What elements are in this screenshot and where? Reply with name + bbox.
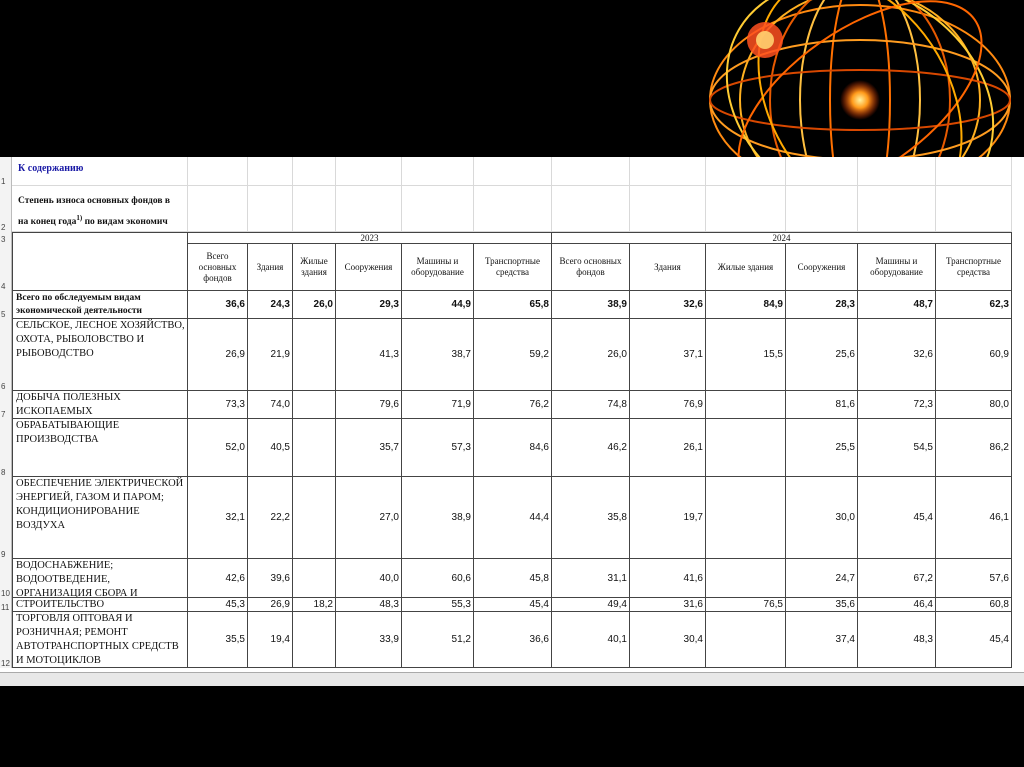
row-number: 2 [1, 223, 6, 232]
row-header[interactable] [0, 244, 12, 291]
data-cell[interactable]: 59,2 [474, 319, 552, 391]
data-cell[interactable]: 65,8 [474, 291, 552, 319]
data-cell[interactable]: 29,3 [336, 291, 402, 319]
column-header[interactable]: Транспортные средства [936, 244, 1012, 291]
data-cell[interactable]: 39,6 [248, 559, 293, 598]
data-cell[interactable]: 48,3 [858, 612, 936, 668]
row-label[interactable]: ОБЕСПЕЧЕНИЕ ЭЛЕКТРИЧЕСКОЙ ЭНЕРГИЕЙ, ГАЗОМ И ПАРОМ; КОНДИЦИОНИРОВАНИЕ ВОЗДУХА [12, 477, 188, 559]
data-cell[interactable]: 36,6 [474, 612, 552, 668]
grid-cell[interactable] [474, 186, 552, 232]
data-cell[interactable]: 67,2 [858, 559, 936, 598]
data-cell[interactable]: 57,6 [936, 559, 1012, 598]
data-cell[interactable]: 55,3 [402, 598, 474, 612]
data-cell[interactable]: 25,5 [786, 419, 858, 477]
grid-cell[interactable] [402, 186, 474, 232]
column-header[interactable]: Здания [630, 244, 706, 291]
decorative-sphere-graphic [700, 0, 1024, 160]
grid-cell[interactable] [474, 157, 552, 186]
data-cell[interactable]: 27,0 [336, 477, 402, 559]
row-header[interactable] [0, 598, 12, 612]
row-header[interactable] [0, 157, 12, 186]
column-header[interactable]: Жилые здания [706, 244, 786, 291]
spreadsheet [0, 157, 1024, 685]
data-cell[interactable]: 26,9 [248, 598, 293, 612]
grid-cell[interactable] [786, 186, 858, 232]
grid-cell[interactable] [188, 157, 248, 186]
data-cell[interactable] [293, 419, 336, 477]
row-header[interactable] [0, 419, 12, 477]
data-cell[interactable]: 22,2 [248, 477, 293, 559]
data-cell[interactable]: 46,2 [552, 419, 630, 477]
data-cell[interactable]: 71,9 [402, 391, 474, 419]
data-cell[interactable]: 31,1 [552, 559, 630, 598]
data-cell[interactable]: 48,3 [336, 598, 402, 612]
data-cell[interactable]: 74,0 [248, 391, 293, 419]
grid-cell[interactable] [293, 186, 336, 232]
data-cell[interactable]: 38,9 [552, 291, 630, 319]
data-cell[interactable]: 30,4 [630, 612, 706, 668]
data-cell[interactable]: 41,3 [336, 319, 402, 391]
column-header[interactable]: Жилые здания [293, 244, 336, 291]
row-number: 6 [1, 382, 6, 391]
data-cell[interactable]: 26,9 [188, 319, 248, 391]
data-cell[interactable]: 35,7 [336, 419, 402, 477]
data-cell[interactable]: 42,6 [188, 559, 248, 598]
column-header[interactable]: Машины и оборудование [402, 244, 474, 291]
data-cell[interactable]: 35,5 [188, 612, 248, 668]
row-header[interactable] [0, 477, 12, 559]
data-cell[interactable] [293, 319, 336, 391]
data-cell[interactable]: 52,0 [188, 419, 248, 477]
data-cell[interactable]: 76,5 [706, 598, 786, 612]
row-label[interactable]: Всего по обследуемым видам экономической деятельности [12, 291, 188, 319]
data-cell[interactable]: 40,5 [248, 419, 293, 477]
title-line: на конец года$^{1)}$ по видам экономич [18, 214, 168, 228]
row-label[interactable]: СТРОИТЕЛЬСТВО [12, 598, 188, 612]
row-label[interactable]: ВОДОСНАБЖЕНИЕ; ВОДООТВЕДЕНИЕ, ОРГАНИЗАЦИЯ СБОРА И [12, 559, 188, 598]
data-cell[interactable]: 60,6 [402, 559, 474, 598]
table-title [18, 193, 190, 229]
data-cell[interactable]: 46,4 [858, 598, 936, 612]
data-cell[interactable]: 32,6 [858, 319, 936, 391]
data-cell[interactable]: 41,6 [630, 559, 706, 598]
column-header[interactable]: Здания [248, 244, 293, 291]
grid-cell[interactable] [786, 157, 858, 186]
data-cell[interactable]: 46,1 [936, 477, 1012, 559]
grid-cell[interactable] [630, 186, 706, 232]
data-cell[interactable]: 73,3 [188, 391, 248, 419]
row-number: 9 [1, 550, 6, 559]
data-cell[interactable]: 24,7 [786, 559, 858, 598]
row-number: 10 [1, 589, 10, 598]
column-header[interactable]: Транспортные средства [474, 244, 552, 291]
data-cell[interactable]: 51,2 [402, 612, 474, 668]
data-cell[interactable]: 45,4 [936, 612, 1012, 668]
table-header-blank[interactable] [12, 232, 188, 291]
data-cell[interactable]: 72,3 [858, 391, 936, 419]
row-header[interactable] [0, 186, 12, 232]
year-header-2024[interactable]: 2024 [552, 232, 1012, 244]
grid-cell[interactable] [248, 157, 293, 186]
data-cell[interactable]: 35,6 [786, 598, 858, 612]
row-number: 8 [1, 468, 6, 477]
data-cell[interactable]: 79,6 [336, 391, 402, 419]
data-cell[interactable]: 60,8 [936, 598, 1012, 612]
data-cell[interactable]: 49,4 [552, 598, 630, 612]
column-header[interactable]: Всего основных фондов [552, 244, 630, 291]
row-header[interactable] [0, 232, 12, 244]
data-cell[interactable] [293, 477, 336, 559]
data-cell[interactable]: 24,3 [248, 291, 293, 319]
data-cell[interactable]: 74,8 [552, 391, 630, 419]
grid-cell[interactable] [188, 186, 248, 232]
data-cell[interactable]: 44,9 [402, 291, 474, 319]
row-header[interactable] [0, 319, 12, 391]
data-cell[interactable] [293, 391, 336, 419]
data-cell[interactable]: 33,9 [336, 612, 402, 668]
data-cell[interactable]: 38,7 [402, 319, 474, 391]
data-cell[interactable]: 36,6 [188, 291, 248, 319]
data-cell[interactable]: 81,6 [786, 391, 858, 419]
row-number: 4 [1, 282, 6, 291]
data-cell[interactable] [706, 612, 786, 668]
data-cell[interactable] [706, 559, 786, 598]
year-header-2023[interactable]: 2023 [188, 232, 552, 244]
data-cell[interactable] [706, 391, 786, 419]
grid-cell[interactable] [402, 157, 474, 186]
data-cell[interactable]: 60,9 [936, 319, 1012, 391]
grid-cell[interactable] [706, 186, 786, 232]
row-label[interactable]: СЕЛЬСКОЕ, ЛЕСНОЕ ХОЗЯЙСТВО, ОХОТА, РЫБОЛОВСТВО И РЫБОВОДСТВО [12, 319, 188, 391]
grid-cell[interactable] [936, 186, 1012, 232]
data-cell[interactable]: 86,2 [936, 419, 1012, 477]
data-cell[interactable] [706, 419, 786, 477]
data-cell[interactable]: 40,1 [552, 612, 630, 668]
data-cell[interactable]: 32,1 [188, 477, 248, 559]
data-cell[interactable]: 45,8 [474, 559, 552, 598]
data-cell[interactable]: 84,9 [706, 291, 786, 319]
grid-cell[interactable] [706, 157, 786, 186]
row-label[interactable]: ДОБЫЧА ПОЛЕЗНЫХ ИСКОПАЕМЫХ [12, 391, 188, 419]
column-header[interactable]: Сооружения [786, 244, 858, 291]
data-cell[interactable]: 76,2 [474, 391, 552, 419]
data-cell[interactable]: 62,3 [936, 291, 1012, 319]
data-cell[interactable] [293, 612, 336, 668]
data-cell[interactable]: 26,0 [552, 319, 630, 391]
data-cell[interactable]: 26,1 [630, 419, 706, 477]
row-number: 1 [1, 177, 6, 186]
data-cell[interactable]: 38,9 [402, 477, 474, 559]
data-cell[interactable]: 35,8 [552, 477, 630, 559]
data-cell[interactable]: 15,5 [706, 319, 786, 391]
grid-cell[interactable] [936, 157, 1012, 186]
grid-cell[interactable] [552, 157, 630, 186]
data-cell[interactable]: 32,6 [630, 291, 706, 319]
grid-cell[interactable] [858, 186, 936, 232]
data-cell[interactable]: 19,7 [630, 477, 706, 559]
data-cell[interactable]: 31,6 [630, 598, 706, 612]
grid-cell[interactable] [293, 157, 336, 186]
row-header[interactable] [0, 559, 12, 598]
data-cell[interactable]: 26,0 [293, 291, 336, 319]
data-cell[interactable]: 44,4 [474, 477, 552, 559]
data-cell[interactable]: 37,4 [786, 612, 858, 668]
data-cell[interactable]: 45,4 [858, 477, 936, 559]
data-cell[interactable]: 28,3 [786, 291, 858, 319]
row-label[interactable]: ОБРАБАТЫВАЮЩИЕ ПРОИЗВОДСТВА [12, 419, 188, 477]
row-header[interactable] [0, 391, 12, 419]
grid-cell[interactable] [248, 186, 293, 232]
data-cell[interactable]: 48,7 [858, 291, 936, 319]
row-label[interactable]: ТОРГОВЛЯ ОПТОВАЯ И РОЗНИЧНАЯ; РЕМОНТ АВТОТРАНСПОРТНЫХ СРЕДСТВ И МОТОЦИКЛОВ [12, 612, 188, 668]
column-header[interactable]: Машины и оборудование [858, 244, 936, 291]
data-cell[interactable]: 18,2 [293, 598, 336, 612]
data-cell[interactable] [293, 559, 336, 598]
row-header[interactable] [0, 291, 12, 319]
data-cell[interactable]: 84,6 [474, 419, 552, 477]
grid-cell[interactable] [336, 157, 402, 186]
data-cell[interactable]: 80,0 [936, 391, 1012, 419]
data-cell[interactable]: 45,3 [188, 598, 248, 612]
column-header[interactable]: Всего основных фондов [188, 244, 248, 291]
grid-cell[interactable] [336, 186, 402, 232]
row-number: 7 [1, 410, 6, 419]
data-cell[interactable]: 54,5 [858, 419, 936, 477]
data-cell[interactable]: 40,0 [336, 559, 402, 598]
row-number: 5 [1, 310, 6, 319]
row-number: 3 [1, 235, 6, 244]
data-cell[interactable]: 76,9 [630, 391, 706, 419]
data-cell[interactable]: 30,0 [786, 477, 858, 559]
row-header[interactable] [0, 612, 12, 668]
data-cell[interactable]: 57,3 [402, 419, 474, 477]
data-cell[interactable]: 19,4 [248, 612, 293, 668]
sheet-tab-bar [0, 672, 1024, 686]
contents-link[interactable]: К содержанию [18, 163, 84, 174]
data-cell[interactable]: 21,9 [248, 319, 293, 391]
grid-cell[interactable] [552, 186, 630, 232]
data-cell[interactable]: 25,6 [786, 319, 858, 391]
data-cell[interactable]: 45,4 [474, 598, 552, 612]
row-number: 12 [1, 659, 10, 668]
column-header[interactable]: Сооружения [336, 244, 402, 291]
data-cell[interactable]: 37,1 [630, 319, 706, 391]
row-number: 11 [1, 603, 10, 612]
grid-cell[interactable] [858, 157, 936, 186]
grid-cell[interactable] [630, 157, 706, 186]
title-line: Степень износа основных фондов в [18, 196, 171, 206]
data-cell[interactable] [706, 477, 786, 559]
